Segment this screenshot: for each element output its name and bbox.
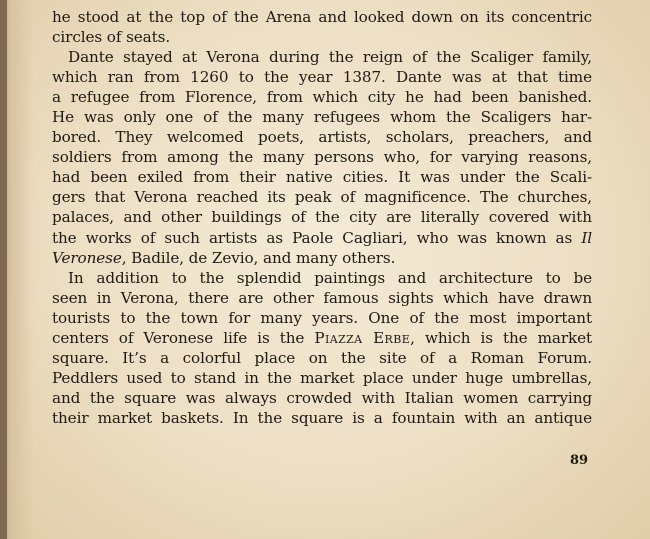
text-line-1: he stood at the top of the Arena and looked down on its concentric [52,8,592,26]
text-line-8: soldiers from among the many persons who, for varying reasons, [52,148,592,167]
text-line-13 [52,248,592,268]
page-number: 89 [570,453,589,468]
text-line-5: a refugee from Florence, from which city he had been banished. [52,88,592,107]
text-line-2: circles of seats. [52,28,171,47]
piazza-erbe-small-caps: Piazza Erbe [314,328,411,347]
text-line-17-end: , which is the market [410,328,592,347]
text-line-14: In addition to the splendid paintings and architecture to be [68,268,592,287]
text-line-4: which ran from 1260 to the year 1387. Dante was at that time [52,68,592,87]
body-text [52,7,592,428]
binding-edge [0,0,7,539]
text-line-11: palaces, and other buildings of the city are literally covered with [52,208,592,227]
text-line-7: bored. They welcomed poets, artists, scholars, preachers, and [52,128,592,147]
text-line-12-main: the works of such artists as Paole Cagliari, who was known as [52,228,573,247]
italic-veronese: Veronese [52,248,122,267]
text-line-9: had been exiled from their native cities. It was under the Scali- [52,168,592,187]
text-line-3: Dante stayed at Verona during the reign of the Scaliger family, [68,48,592,67]
text-line-16: tourists to the town for many years. One of the most important [52,308,592,327]
text-line-13-rest: , Badile, de Zevio, and many others. [121,248,396,267]
text-line-17 [52,328,592,348]
text-line-12 [52,228,592,248]
text-line-18: square. It’s a colorful place on the site of a Roman Forum. [52,348,592,367]
text-line-20: and the square was always crowded with Italian women carrying [52,388,592,407]
text-line-6: He was only one of the many refugees whom the Scaligers har- [52,108,592,127]
text-line-21: their market baskets. In the square is a fountain with an antique [52,408,592,427]
italic-il: Il [581,228,592,247]
text-line-15: seen in Verona, there are other famous sights which have drawn [52,288,592,307]
text-line-19: Peddlers used to stand in the market place under huge umbrellas, [52,368,592,387]
text-line-17-start: centers of Veronese life is the [52,328,305,347]
text-line-10: gers that Verona reached its peak of magnificence. The churches, [52,188,592,207]
